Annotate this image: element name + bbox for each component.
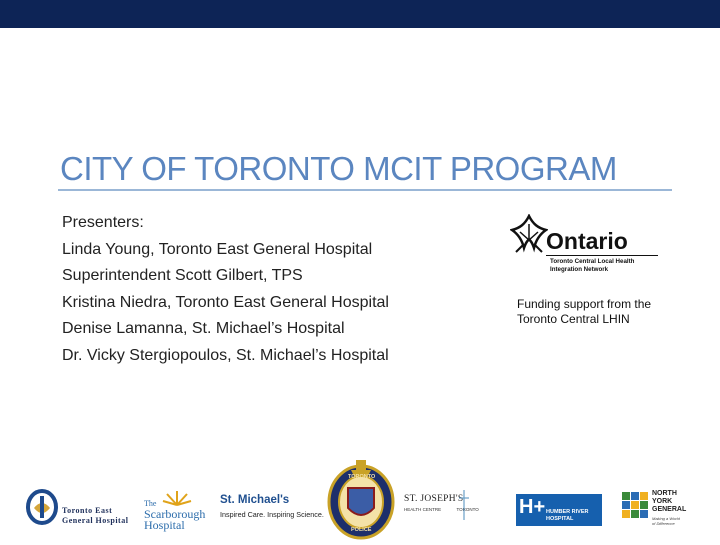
ontario-lhin-logo [510, 212, 670, 282]
st-josephs-sub: HEALTH CENTRE TORONTO [404, 507, 479, 512]
police-bottom-text: POLICE [351, 527, 372, 533]
presenter-item: Superintendent Scott Gilbert, TPS [62, 267, 303, 284]
presenter-item: Kristina Niedra, Toronto East General Hospital [62, 293, 389, 311]
north-york-general-logo [622, 490, 698, 532]
humber-name: HUMBER RIVER HOSPITAL [546, 509, 589, 522]
tegh-emblem-icon [24, 488, 60, 526]
police-top-text: TORONTO [348, 474, 376, 480]
presenter-item: Denise Lamanna, St. Michael’s Hospital [62, 320, 345, 337]
funding-note: Funding support from the Toronto Central LHIN [517, 297, 652, 326]
nygh-grid-icon [622, 492, 648, 518]
scarborough-name: The Scarborough Hospital [144, 499, 206, 532]
slide-title: CITY OF TORONTO MCIT PROGRAM [60, 150, 617, 187]
st-josephs-logo [404, 494, 496, 524]
presenters-heading: Presenters: [62, 214, 144, 231]
st-michaels-logo [220, 494, 330, 524]
humber-mark: H+ [519, 496, 546, 518]
ontario-underline [546, 255, 658, 256]
presenter-item: Dr. Vicky Stergiopoulos, St. Michael’s Hospital [62, 346, 389, 364]
top-bar [0, 0, 720, 28]
scarborough-hospital-logo [140, 490, 206, 530]
humber-river-logo [516, 494, 602, 526]
nygh-name: NORTH YORK GENERAL [652, 490, 687, 513]
tegh-name: Toronto East General Hospital [62, 506, 129, 525]
ontario-wordmark: Ontario [546, 228, 628, 254]
st-michaels-name: St. Michael's [220, 494, 290, 506]
st-josephs-name: ST. JOSEPH'S [404, 494, 464, 504]
presenter-item: Linda Young, Toronto East General Hospital [62, 240, 373, 258]
tegh-logo [24, 488, 129, 528]
toronto-police-logo [326, 458, 396, 540]
cross-icon [458, 490, 470, 520]
st-michaels-tagline: Inspired Care. Inspiring Science. [220, 510, 324, 519]
trillium-icon [510, 214, 548, 258]
lhin-name: Toronto Central Local Health Integration Network [550, 258, 635, 273]
nygh-tagline: Making a World of Difference [652, 516, 680, 526]
presenters-list [62, 210, 389, 369]
title-divider [58, 189, 672, 191]
